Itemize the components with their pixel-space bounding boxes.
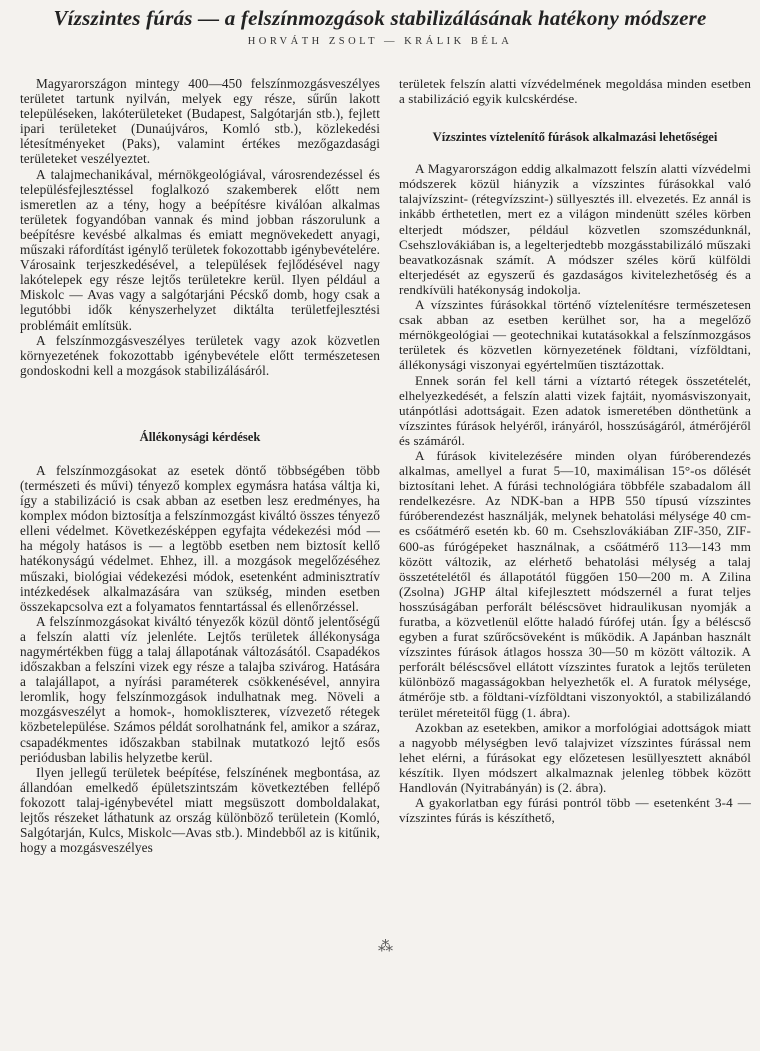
paragraph: A fúrások kivitelezésére minden olyan fúróberendezés alkalmas, amellyel a furat 5—10, maximálisan 15°-os dőlését biztosítani lehet. A fúrási technológiára többféle szabadalom áll rendelkezésre. Az NDK-ban a HPB 550 típusú vízszintes fúróberendezést használják, melynek behatolási mélysége 40 cm-es csőátmérő esetén kb. 60 m. Csehszlovákiában ZIF-350, ZIF-600-as fúrógépeket használnak, a csőátmérő 113—143 mm között változik, az elérhető behatolási mélység a talaj összetételétől és állapotától függően 150—200 m. A Zilina (Zsolna) JGHP által kifejlesztett módszernél a furat teljes hosszúságában perforált béléscsövet hidraulikusan nyomják a furatba, a közvetlenül előtte haladó fúrófej után. Így a bélésсső egyben a furat szűrőcsöveként is működik. A Japánban használt vízszintes fúrások átlagos hossza 30—50 m között változik. A perforált béléscsővel ellátott vízszintes furatok a lejtős területen különböző magasságokban helyezhetők el. A furatok mélysége, átmérője stb. a földtani-vízföldtani viszonyoktól, a stabilizálandó terület méreteitől függ (1. ábra).	[399, 447, 751, 720]
paragraph: A felszínmozgásveszélyes területek vagy azok közvetlen környezetének fokozottabb igénybevétele előtt természetesen gondoskodni kell a mozgások stabilizálásáról.	[20, 332, 380, 378]
paragraph: A vízszintes fúrásokkal történő víztelenítésre természetesen csak abban az esetben kerülhet sor, ha a megelőző mérnökgeológiai — geotechnikai kutatásokkal a felszínmozgásos területek és közvetlen környezetének földtani, vízföldtani, állékonysági viszonyai egyértelműen tisztázottak.	[399, 297, 751, 373]
paragraph: Ennek során fel kell tárni a víztartó rétegek összetételét, elhelyezkedését, a felszín alatti vizek fajtáit, nyomásviszonyait, utánpótlási adottságait. Ezen adatok ismeretében dönthetünk a vízszintes fúrások helyéről, irányáról, hosszúságáról, átmérőjéről és számáról.	[399, 372, 751, 448]
margin-mark-icon: ⁂	[378, 939, 393, 955]
paragraph: A talajmechanikával, mérnökgeológiával, városrendezéssel és településfejlesztéssel foglalkozó szakemberek előtt nem ismeretlen az a tény, hogy a beépítésre kiválóan alkalmas területek fogyandóban vannak és mind jobban rászorulunk a beépítésre kevésbé alkalmas és emiatt megnövekedett anyagi, műszaki ráfordítást igénylő területek fokozottabb igénybevételére. Városaink terjeszkedésével, a települések fejlődésével nagy lakótelepek egy része lejtős területekre kerül. Ilyen például a Miskolc — Avas vagy a salgótarjáni Pécskő domb, hogy csak a legutóbbi idők kényszerhelyzet diktálta területfejlesztési problémáit említsük.	[20, 166, 380, 333]
paragraph: Ilyen jellegű területek beépítése, felszínének megbontása, az állandóan emelkedő épületszintszám következtében fellépő fokozott talaj-igénybevétel miatt megsüszott domboldalakat, lejtős részeket láthatunk az ország különböző területein (Komló, Salgótarján, Kulcs, Miskolc—Avas stb.). Mindebből az is kitűnik, hogy a mozgásveszélyes	[20, 764, 380, 856]
article-authors: HORVÁTH ZSOLT — KRÁLIK BÉLA	[247, 36, 513, 47]
paragraph: A Magyarországon eddig alkalmazott felszín alatti vízvédelmi módszerek közül hiányzik a vízszintes fúrásokkal való talajvízszint- (rétegvízszint-) süllyesztés ill. elvezetés. Ez annál is inkább érthetetlen, mert ez a világon mindenütt széles körben elterjedt módszer, például közvetlen szomszédunknál, Csehszlovákiában is, a legelterjedtebb mozgásstabilizáló műszaki beavatkozásnak számít. A módszer széles körű külföldi elterjedését az egyszerű és gazdaságos kivitelezhetőség és a rendkívüli hatékonyság indokolja.	[399, 161, 751, 297]
paragraph: területek felszín alatti vízvédelmének megoldása minden esetben a stabilizáció egyik kulcskérdése.	[399, 76, 751, 107]
paragraph: Magyarországon mintegy 400—450 felszínmozgásveszélyes területet tartunk nyilván, melyek egy része, sűrűn lakott településeken, lakóterületeket (Budapest, Salgótarján stb.), fejlett ipari területeket (Dunaújváros, Komló stb.), közlekedési létesítményeket (Paks), valamint értékes mezőgazdasági területeket veszélyeztet.	[20, 76, 380, 167]
article-title: Vízszintes fúrás — a felszínmozgások stabilizálásának hatékony módszere	[53, 6, 707, 30]
paragraph: A felszínmozgásokat az esetek döntő többségében több (természeti és művi) tényező komplex egymásra hatása váltja ki, így a stabilizáció is csak abban az esetben lesz eredményes, ha komplex módon biztosítja a felszínmozgást kiváltó összes tényező elleni védelmet. Következésképpen egyfajta védekezési mód — ha mégoly hatásos is — a legtöbb esetben nem biztosít kellő hatékonyságú védelmet. Ehhez, ill. a mozgások megelőzéséhez műszaki, biológiai védekezési módok, esetenként adminisztratív intézkedések alkalmazására van szükség, minden esetben összekapcsolva ezt a folyamatos fenntartással és ellenőrzéssel.	[20, 462, 380, 614]
paragraph: Azokban az esetekben, amikor a morfológiai adottságok miatt a nagyobb mélységben levő talajvizet vízszintes fúrással nem lehet elérni, a fúrásokat egy előzetesen lesüllyesztett aknából készítik. Ilyen módszert alkalmaznak jelenleg többek között Handlován (Nyitrabányán) is (2. ábra).	[399, 719, 751, 796]
section-heading: Vízszintes víztelenítő fúrások alkalmazási lehetőségei	[432, 130, 718, 145]
section-heading: Állékonysági kérdések	[139, 429, 261, 444]
left-column	[20, 76, 380, 855]
right-column	[399, 76, 751, 825]
paragraph: A gyakorlatban egy fúrási pontról több — esetenként 3-4 — vízszintes fúrás is készíthető,	[399, 795, 751, 826]
paragraph: A felszínmozgásokat kiváltó tényezők közül döntő jelentőségű a felszín alatti víz jelenléte. Lejtős területek állékonysága nagymértékben függ a talaj állapotának változásától. Csapadékos időszakban a felszíni vizek egy része a talajba szivárog. Hatására a talajállapot, a nyírási paraméterek csökkenésével, annyira leromlik, hogy felszínmozgások indulhatnak meg. Növeli a mozgásveszélyt a homok-, homoklisztereк, vízvezető rétegek közbetelepülése. Számos példát sorolhatnánk fel, amikor a száraz, csapadékmentes időszakban stabilnak mutatkozó lejtő esős periódusban labilis helyzetbe kerül.	[20, 613, 380, 765]
